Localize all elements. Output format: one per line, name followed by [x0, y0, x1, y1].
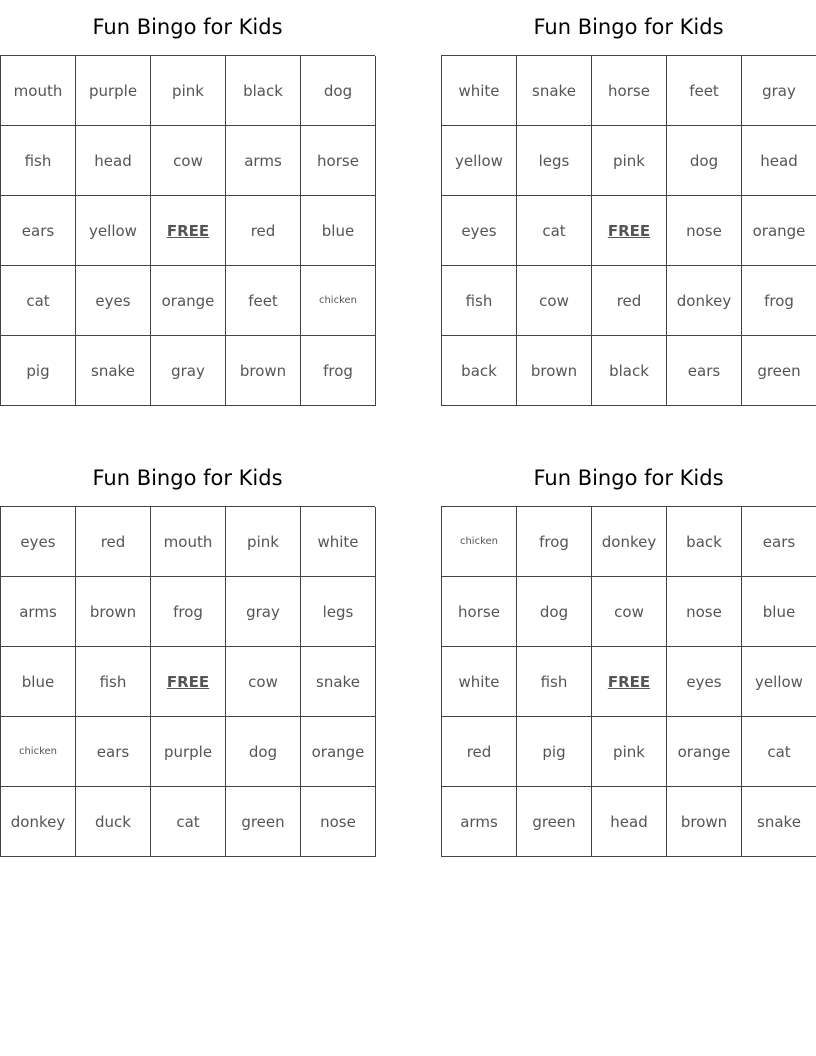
- bingo-cell: ears: [1, 196, 76, 266]
- free-space-cell: FREE: [151, 196, 226, 266]
- bingo-cell: chicken: [1, 717, 76, 787]
- bingo-cell: horse: [442, 577, 517, 647]
- bingo-cell: arms: [1, 577, 76, 647]
- bingo-cell: yellow: [442, 126, 517, 196]
- bingo-cell: orange: [742, 196, 816, 266]
- bingo-cell: fish: [442, 266, 517, 336]
- bingo-cell: cow: [226, 647, 301, 717]
- bingo-cell: cat: [1, 266, 76, 336]
- bingo-cell: chicken: [301, 266, 376, 336]
- bingo-cell: snake: [742, 787, 816, 857]
- bingo-cell: back: [442, 336, 517, 406]
- bingo-cell: white: [442, 56, 517, 126]
- card-title: Fun Bingo for Kids: [533, 15, 724, 39]
- bingo-card-3: [0, 451, 375, 857]
- bingo-cell: snake: [517, 56, 592, 126]
- bingo-cell: orange: [667, 717, 742, 787]
- bingo-cell: horse: [301, 126, 376, 196]
- bingo-cell: ears: [76, 717, 151, 787]
- bingo-cell: donkey: [667, 266, 742, 336]
- bingo-cell: green: [226, 787, 301, 857]
- bingo-cell: purple: [76, 56, 151, 126]
- bingo-cell: back: [667, 507, 742, 577]
- bingo-cell: black: [592, 336, 667, 406]
- bingo-cell: black: [226, 56, 301, 126]
- bingo-cell: nose: [301, 787, 376, 857]
- bingo-cell: fish: [517, 647, 592, 717]
- bingo-cell: arms: [226, 126, 301, 196]
- bingo-cell: cat: [742, 717, 816, 787]
- bingo-cell: snake: [301, 647, 376, 717]
- bingo-cell: pink: [226, 507, 301, 577]
- bingo-cell: donkey: [592, 507, 667, 577]
- bingo-cell: blue: [1, 647, 76, 717]
- bingo-cell: red: [76, 507, 151, 577]
- bingo-cell: arms: [442, 787, 517, 857]
- bingo-cell: horse: [592, 56, 667, 126]
- free-space-cell: FREE: [592, 647, 667, 717]
- bingo-cell: pig: [517, 717, 592, 787]
- bingo-cell: donkey: [1, 787, 76, 857]
- bingo-grid: [441, 506, 816, 857]
- bingo-cell: frog: [742, 266, 816, 336]
- bingo-cell: head: [742, 126, 816, 196]
- bingo-cell: orange: [301, 717, 376, 787]
- bingo-cell: fish: [1, 126, 76, 196]
- bingo-cell: eyes: [667, 647, 742, 717]
- free-space-cell: FREE: [592, 196, 667, 266]
- bingo-cell: dog: [301, 56, 376, 126]
- bingo-cell: cow: [517, 266, 592, 336]
- bingo-cell: green: [742, 336, 816, 406]
- bingo-cell: chicken: [442, 507, 517, 577]
- bingo-cell: ears: [667, 336, 742, 406]
- bingo-cell: eyes: [1, 507, 76, 577]
- bingo-cell: mouth: [151, 507, 226, 577]
- bingo-cell: green: [517, 787, 592, 857]
- bingo-cell: legs: [301, 577, 376, 647]
- bingo-cell: white: [442, 647, 517, 717]
- bingo-cell: pink: [592, 717, 667, 787]
- bingo-cell: legs: [517, 126, 592, 196]
- bingo-cell: gray: [226, 577, 301, 647]
- bingo-card-1: [0, 0, 375, 406]
- bingo-grid: [0, 55, 375, 406]
- bingo-cell: dog: [517, 577, 592, 647]
- card-title: Fun Bingo for Kids: [533, 466, 724, 490]
- bingo-cell: red: [226, 196, 301, 266]
- bingo-cell: eyes: [76, 266, 151, 336]
- bingo-cell: cat: [517, 196, 592, 266]
- bingo-cell: brown: [517, 336, 592, 406]
- bingo-cell: duck: [76, 787, 151, 857]
- bingo-cell: white: [301, 507, 376, 577]
- bingo-card-2: [441, 0, 816, 406]
- bingo-cell: ears: [742, 507, 816, 577]
- bingo-cell: fish: [76, 647, 151, 717]
- bingo-cell: cow: [592, 577, 667, 647]
- card-title: Fun Bingo for Kids: [92, 466, 283, 490]
- bingo-cell: feet: [226, 266, 301, 336]
- bingo-cell: red: [442, 717, 517, 787]
- bingo-cell: eyes: [442, 196, 517, 266]
- bingo-cell: yellow: [76, 196, 151, 266]
- bingo-cell: frog: [151, 577, 226, 647]
- bingo-cell: snake: [76, 336, 151, 406]
- bingo-cell: gray: [742, 56, 816, 126]
- bingo-cell: gray: [151, 336, 226, 406]
- bingo-cell: red: [592, 266, 667, 336]
- bingo-cell: pink: [151, 56, 226, 126]
- bingo-cell: frog: [301, 336, 376, 406]
- bingo-cell: cat: [151, 787, 226, 857]
- bingo-cell: nose: [667, 577, 742, 647]
- free-space-cell: FREE: [151, 647, 226, 717]
- bingo-cell: brown: [76, 577, 151, 647]
- bingo-cell: brown: [226, 336, 301, 406]
- bingo-cell: nose: [667, 196, 742, 266]
- bingo-cell: brown: [667, 787, 742, 857]
- card-title: Fun Bingo for Kids: [92, 15, 283, 39]
- bingo-grid: [441, 55, 816, 406]
- bingo-grid: [0, 506, 375, 857]
- bingo-cell: cow: [151, 126, 226, 196]
- bingo-cell: head: [76, 126, 151, 196]
- bingo-cell: mouth: [1, 56, 76, 126]
- bingo-cell: orange: [151, 266, 226, 336]
- bingo-cell: yellow: [742, 647, 816, 717]
- bingo-card-4: [441, 451, 816, 857]
- bingo-cell: blue: [301, 196, 376, 266]
- bingo-cell: dog: [226, 717, 301, 787]
- bingo-cell: pig: [1, 336, 76, 406]
- bingo-cell: head: [592, 787, 667, 857]
- bingo-cell: dog: [667, 126, 742, 196]
- bingo-cell: purple: [151, 717, 226, 787]
- bingo-cell: blue: [742, 577, 816, 647]
- bingo-cell: feet: [667, 56, 742, 126]
- bingo-cell: pink: [592, 126, 667, 196]
- bingo-cell: frog: [517, 507, 592, 577]
